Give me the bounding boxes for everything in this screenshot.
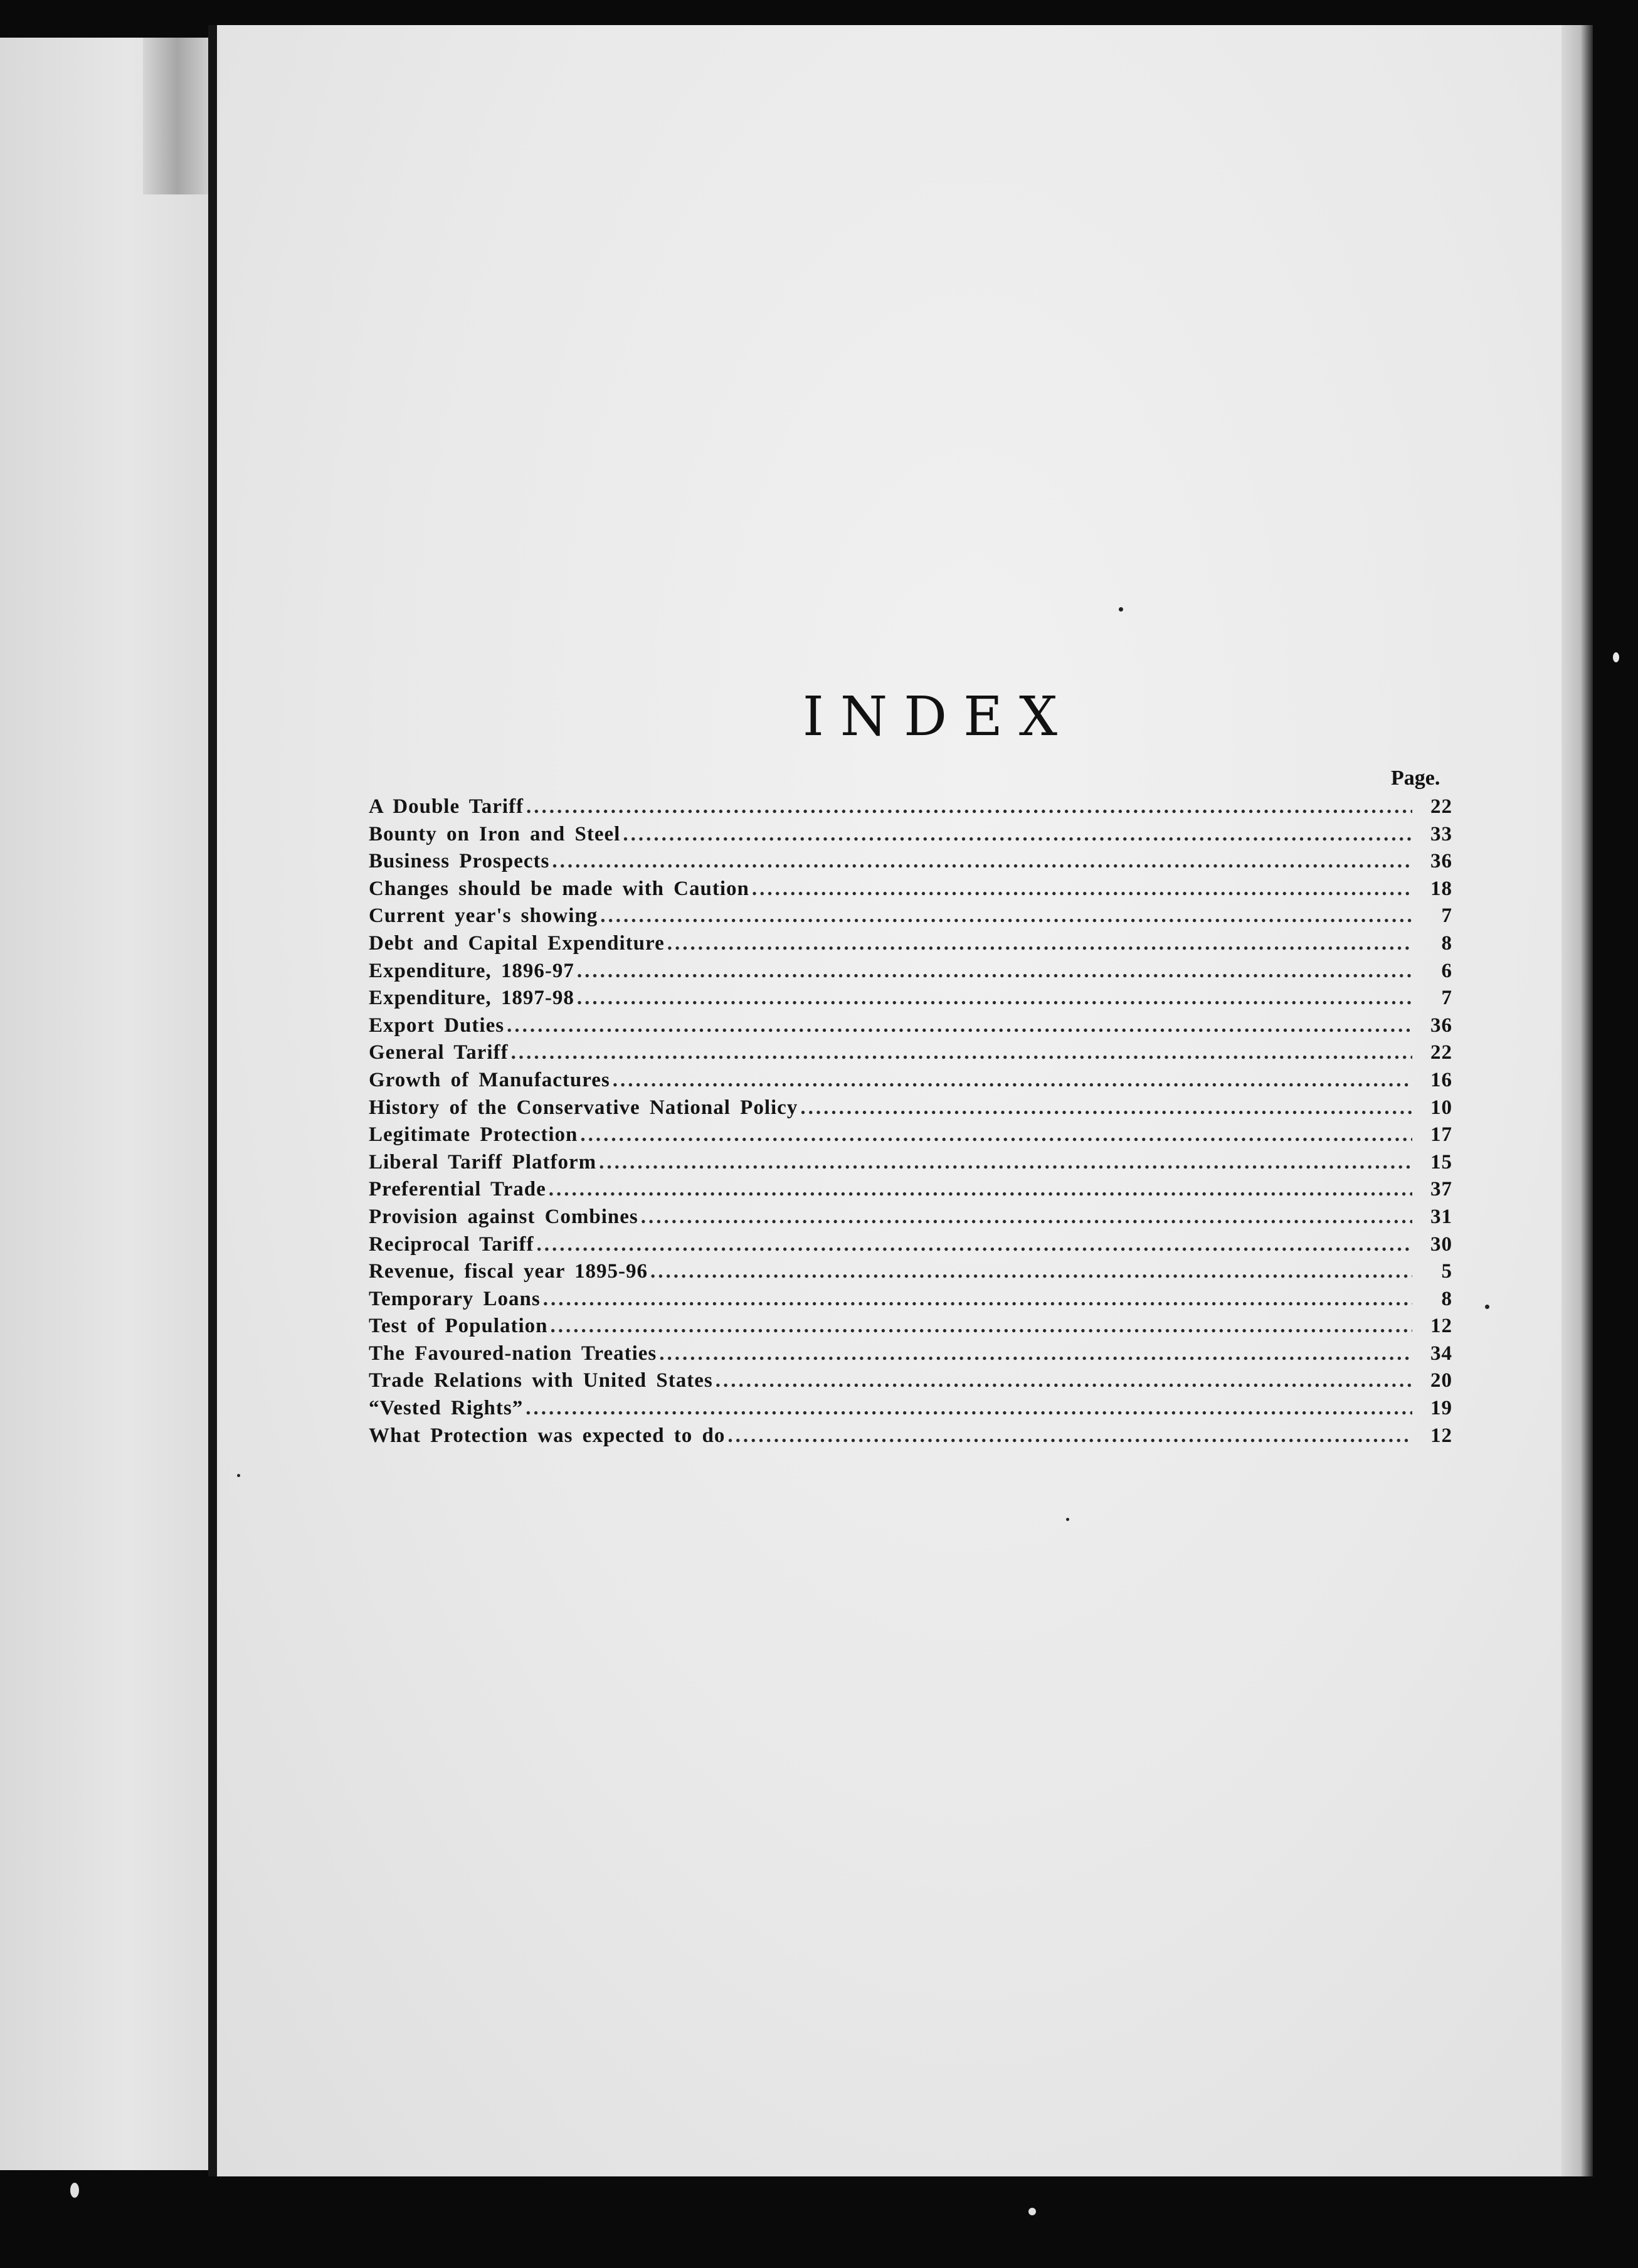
dot-leader [599,1151,1412,1174]
index-entry-label: Liberal Tariff Platform [369,1150,597,1174]
page-edge [1561,25,1593,2176]
index-entry-label: Debt and Capital Expenditure [369,931,665,955]
index-entry [369,1233,1452,1261]
dot-leader [577,960,1412,983]
index-entry-page-number: 36 [1430,850,1452,873]
index-entry [369,1424,1452,1452]
index-entry-page-number: 19 [1430,1397,1452,1420]
index-entry-label: Bounty on Iron and Steel [369,822,621,845]
index-entry-label: Export Duties [369,1014,505,1037]
dot-leader [526,1397,1412,1420]
dot-leader [511,1041,1412,1064]
index-entry [369,932,1452,960]
index-entry-page-number: 5 [1441,1260,1452,1283]
index-entry-page-number: 15 [1430,1150,1452,1174]
index-entry-label: Temporary Loans [369,1287,541,1310]
index-entry [369,1123,1452,1151]
book-spine [208,25,217,2176]
index-entry [369,1151,1452,1179]
dot-leader [659,1342,1412,1365]
index-entry-label: Provision against Combines [369,1205,638,1228]
dot-leader [549,1178,1412,1201]
index-entry-page-number: 22 [1430,795,1452,818]
index-entry [369,1096,1452,1124]
dot-leader [623,823,1412,846]
index-entry-page-number: 17 [1430,1123,1452,1147]
torn-binding [143,38,212,194]
dot-leader [641,1206,1412,1229]
index-entry [369,1288,1452,1315]
index-entry-label: Business Prospects [369,850,550,873]
index-entry-label: General Tariff [369,1041,509,1064]
scan-speck [1613,652,1619,662]
index-entry-page-number: 22 [1430,1041,1452,1064]
index-entry-page-number: 34 [1430,1342,1452,1365]
index-entry-label: A Double Tariff [369,795,524,818]
index-entry [369,850,1452,877]
index-entry-page-number: 7 [1441,904,1452,928]
dot-leader [507,1014,1412,1037]
index-entry-label: Changes should be made with Caution [369,877,749,900]
index-entry-label: Trade Relations with United States [369,1369,713,1392]
dot-leader [752,877,1412,901]
index-entry-label: Current year's showing [369,904,598,928]
index-entry-page-number: 12 [1430,1315,1452,1338]
index-entry-page-number: 20 [1430,1369,1452,1392]
index-entry [369,823,1452,850]
index-entry-page-number: 33 [1430,822,1452,845]
index-entry-label: Expenditure, 1896-97 [369,959,574,982]
index-entry [369,904,1452,932]
index-entry-page-number: 16 [1430,1068,1452,1091]
index-entry-label: Growth of Manufactures [369,1068,610,1091]
index-entry-list [369,795,1452,1451]
dot-leader [667,932,1412,955]
index-entry-page-number: 30 [1430,1232,1452,1256]
dot-leader [543,1288,1412,1311]
index-entry-page-number: 12 [1430,1424,1452,1447]
dot-leader [650,1260,1412,1283]
dot-leader [580,1123,1412,1147]
index-entry [369,1178,1452,1206]
index-entry-label: “Vested Rights” [369,1397,524,1420]
dot-leader [716,1369,1412,1392]
dot-leader [600,904,1412,928]
index-entry-label: Legitimate Protection [369,1123,578,1147]
index-entry-page-number: 18 [1430,877,1452,900]
scan-speck [1119,607,1123,612]
dot-leader [800,1096,1412,1120]
dot-leader [552,850,1412,873]
index-entry [369,987,1452,1014]
facing-blank-page [0,38,213,2170]
index-entry-page-number: 6 [1441,959,1452,982]
index-entry-label: What Protection was expected to do [369,1424,726,1447]
scan-speck [1066,1518,1069,1521]
index-entry [369,795,1452,823]
index-entry [369,1342,1452,1370]
index-entry-page-number: 8 [1441,1287,1452,1310]
index-entry-label: The Favoured-nation Treaties [369,1342,657,1365]
dot-leader [526,795,1412,819]
index-entry [369,1260,1452,1288]
index-entry [369,1369,1452,1397]
index-entry-label: Revenue, fiscal year 1895-96 [369,1260,648,1283]
index-entry-page-number: 8 [1441,931,1452,955]
scan-speck [70,2183,79,2198]
dot-leader [613,1069,1412,1092]
dot-leader [727,1424,1412,1448]
index-entry-page-number: 36 [1430,1014,1452,1037]
page-column-heading: Page. [1391,766,1440,790]
index-entry-label: Expenditure, 1897-98 [369,987,574,1010]
scan-speck [1485,1305,1489,1309]
dot-leader [551,1315,1413,1338]
index-entry-page-number: 10 [1430,1096,1452,1119]
index-entry-label: Test of Population [369,1315,548,1338]
index-entry-page-number: 7 [1441,987,1452,1010]
scan-speck [1028,2208,1036,2215]
scan-speck [237,1474,240,1477]
dot-leader [536,1233,1412,1256]
index-entry-page-number: 31 [1430,1205,1452,1228]
index-entry-label: Preferential Trade [369,1178,546,1201]
index-entry [369,1041,1452,1069]
index-entry-label: Reciprocal Tariff [369,1232,534,1256]
index-entry [369,1397,1452,1424]
dot-leader [577,987,1412,1010]
index-entry [369,1315,1452,1342]
index-entry [369,960,1452,987]
index-entry-label: History of the Conservative National Policy [369,1096,798,1119]
index-entry [369,1014,1452,1042]
index-entry-page-number: 37 [1430,1178,1452,1201]
index-entry [369,877,1452,905]
index-title: INDEX [802,685,1074,748]
index-entry [369,1069,1452,1096]
index-entry [369,1206,1452,1233]
